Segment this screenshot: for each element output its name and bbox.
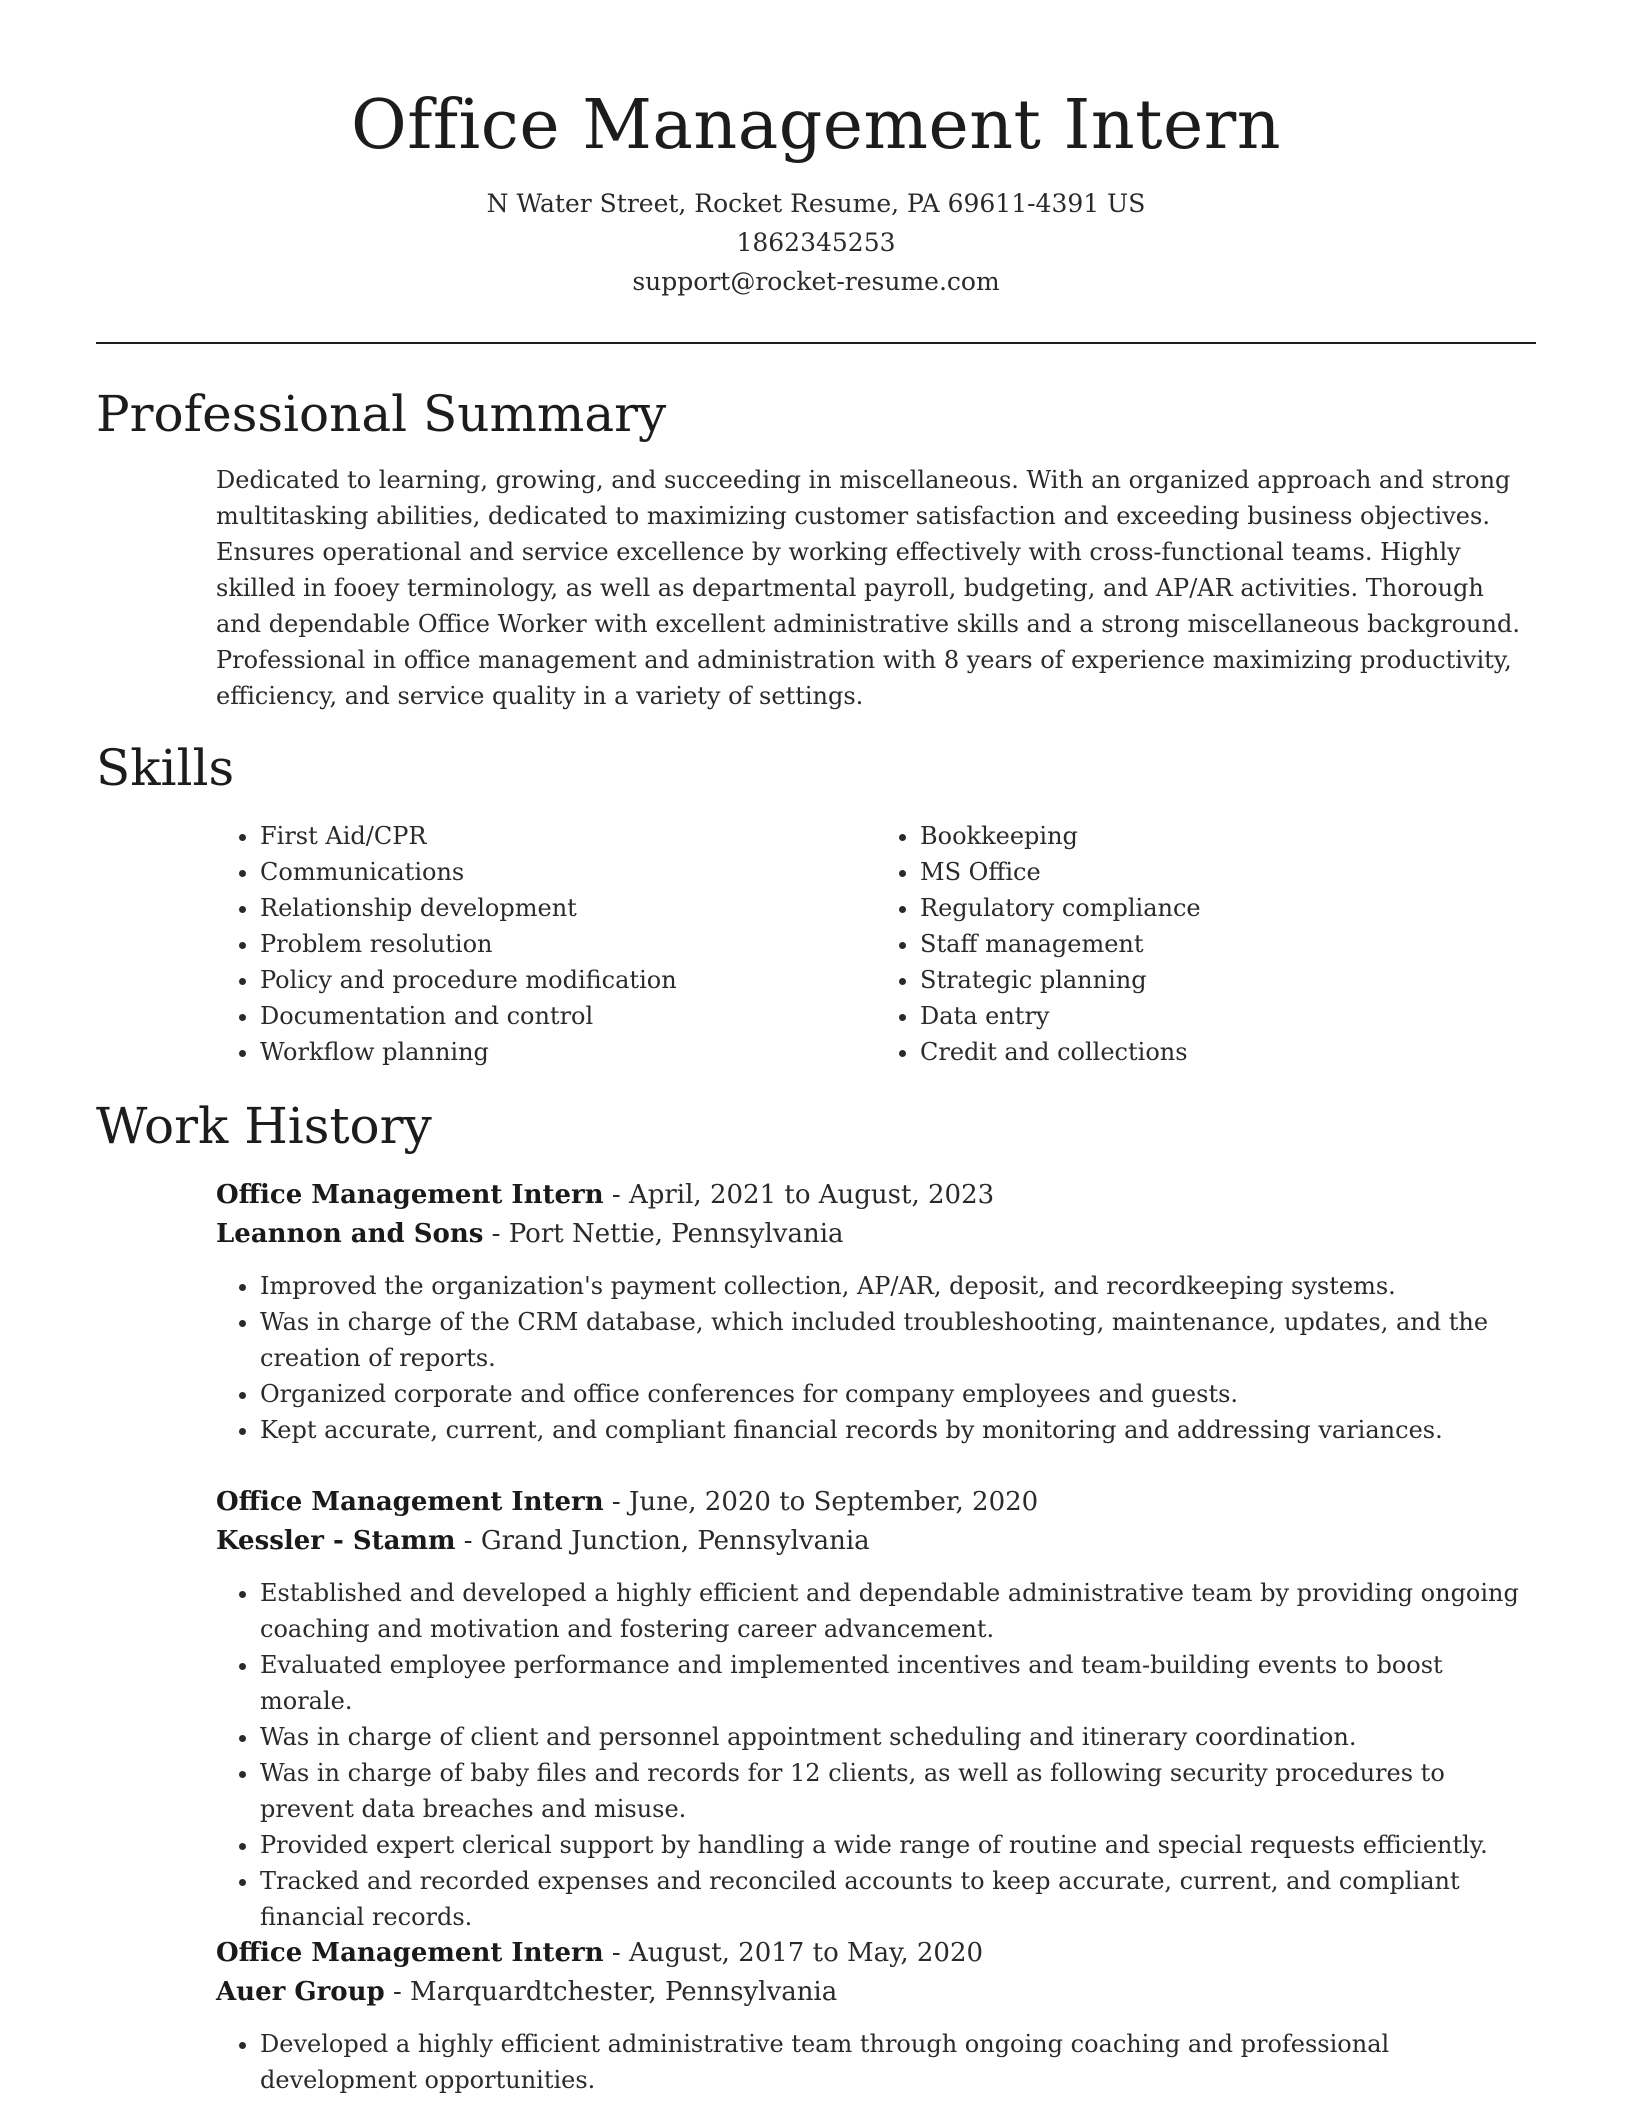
responsibility-item: • Established and developed a highly efficient and dependable administrative team by providing ongoing coaching and motivation and fostering career advancement.	[260, 1575, 1536, 1647]
job-role: Office Management Intern	[216, 1938, 604, 1968]
responsibility-item: • Improved the organization's payment collection, AP/AR, deposit, and recordkeeping systems.	[260, 1268, 1536, 1304]
skill-item: • Problem resolution	[260, 926, 876, 962]
email-address: support@rocket-resume.com	[632, 267, 1000, 296]
job-location: - Marquardtchester, Pennsylvania	[384, 1977, 838, 2007]
address: N Water Street, Rocket Resume, PA 69611-4391 US	[486, 189, 1146, 218]
company-name: Kessler - Stamm	[216, 1526, 456, 1556]
job-responsibilities	[216, 1268, 1536, 1448]
skills-list	[216, 818, 1536, 1070]
company-name: Leannon and Sons	[216, 1219, 484, 1249]
job-entry	[216, 1483, 1536, 1935]
summary-heading: Professional Summary	[96, 385, 667, 443]
job-role: Office Management Intern	[216, 1180, 604, 1210]
job-company-line	[216, 1215, 1536, 1254]
responsibility-item: • Developed a highly efficient administrative team through ongoing coaching and professional development opportunities.	[260, 2026, 1536, 2098]
skill-item: • Bookkeeping	[920, 818, 1536, 854]
responsibility-item: • Kept accurate, current, and compliant financial records by monitoring and addressing variances.	[260, 1412, 1536, 1448]
skill-item: • Strategic planning	[920, 962, 1536, 998]
responsibility-item: • Was in charge of client and personnel appointment scheduling and itinerary coordination.	[260, 1719, 1536, 1755]
job-title-line	[216, 1483, 1536, 1522]
job-dates: - April, 2021 to August, 2023	[603, 1180, 995, 1210]
header-divider	[96, 342, 1536, 344]
job-entry	[216, 1934, 1536, 2098]
job-role: Office Management Intern	[216, 1487, 604, 1517]
skill-item: • Regulatory compliance	[920, 890, 1536, 926]
skill-item: • Policy and procedure modification	[260, 962, 876, 998]
candidate-name: Office Management Intern	[350, 86, 1282, 165]
job-location: - Port Nettie, Pennsylvania	[483, 1219, 844, 1249]
contact-info	[0, 184, 1632, 301]
phone-number: 1862345253	[736, 228, 896, 257]
company-name: Auer Group	[216, 1977, 385, 2007]
skill-item: • First Aid/CPR	[260, 818, 876, 854]
skill-item: • Documentation and control	[260, 998, 876, 1034]
skill-item: • Staff management	[920, 926, 1536, 962]
resume-header	[0, 0, 1632, 301]
skills-column-right	[876, 818, 1536, 1070]
job-title-line	[216, 1176, 1536, 1215]
job-dates: - June, 2020 to September, 2020	[603, 1487, 1039, 1517]
skills-column-left	[216, 818, 876, 1070]
work-history-heading: Work History	[96, 1097, 432, 1155]
skill-item: • Communications	[260, 854, 876, 890]
skill-item: • MS Office	[920, 854, 1536, 890]
job-entry	[216, 1176, 1536, 1448]
job-title-line	[216, 1934, 1536, 1973]
job-responsibilities	[216, 1575, 1536, 1935]
summary-text: Dedicated to learning, growing, and succeeding in miscellaneous. With an organized approach and strong multitasking abilities, dedicated to maximizing customer satisfaction and exceeding business objectives. Ensures operational and service excellence by working effectively with cross-functional teams. Highly skilled in fooey terminology, as well as departmental payroll, budgeting, and AP/AR activities. Thorough and dependable Office Worker with excellent administrative skills and a strong miscellaneous background. Professional in office management and administration with 8 years of experience maximizing productivity, efficiency, and service quality in a variety of settings.	[216, 466, 1520, 710]
responsibility-item: • Provided expert clerical support by handling a wide range of routine and special requests efficiently.	[260, 1827, 1536, 1863]
job-dates: - August, 2017 to May, 2020	[603, 1938, 984, 1968]
responsibility-item: • Tracked and recorded expenses and reconciled accounts to keep accurate, current, and compliant financial records.	[260, 1863, 1536, 1935]
responsibility-item: • Was in charge of baby files and records for 12 clients, as well as following security procedures to prevent data breaches and misuse.	[260, 1755, 1536, 1827]
skills-heading: Skills	[96, 739, 235, 797]
skill-item: • Relationship development	[260, 890, 876, 926]
skill-item: • Credit and collections	[920, 1034, 1536, 1070]
skill-item: • Workflow planning	[260, 1034, 876, 1070]
responsibility-item: • Organized corporate and office conferences for company employees and guests.	[260, 1376, 1536, 1412]
responsibility-item: • Was in charge of the CRM database, which included troubleshooting, maintenance, updates, and the creation of reports.	[260, 1304, 1536, 1376]
job-location: - Grand Junction, Pennsylvania	[455, 1526, 870, 1556]
responsibility-item: • Evaluated employee performance and implemented incentives and team-building events to boost morale.	[260, 1647, 1536, 1719]
job-company-line	[216, 1522, 1536, 1561]
job-responsibilities	[216, 2026, 1536, 2098]
skill-item: • Data entry	[920, 998, 1536, 1034]
job-company-line	[216, 1973, 1536, 2012]
